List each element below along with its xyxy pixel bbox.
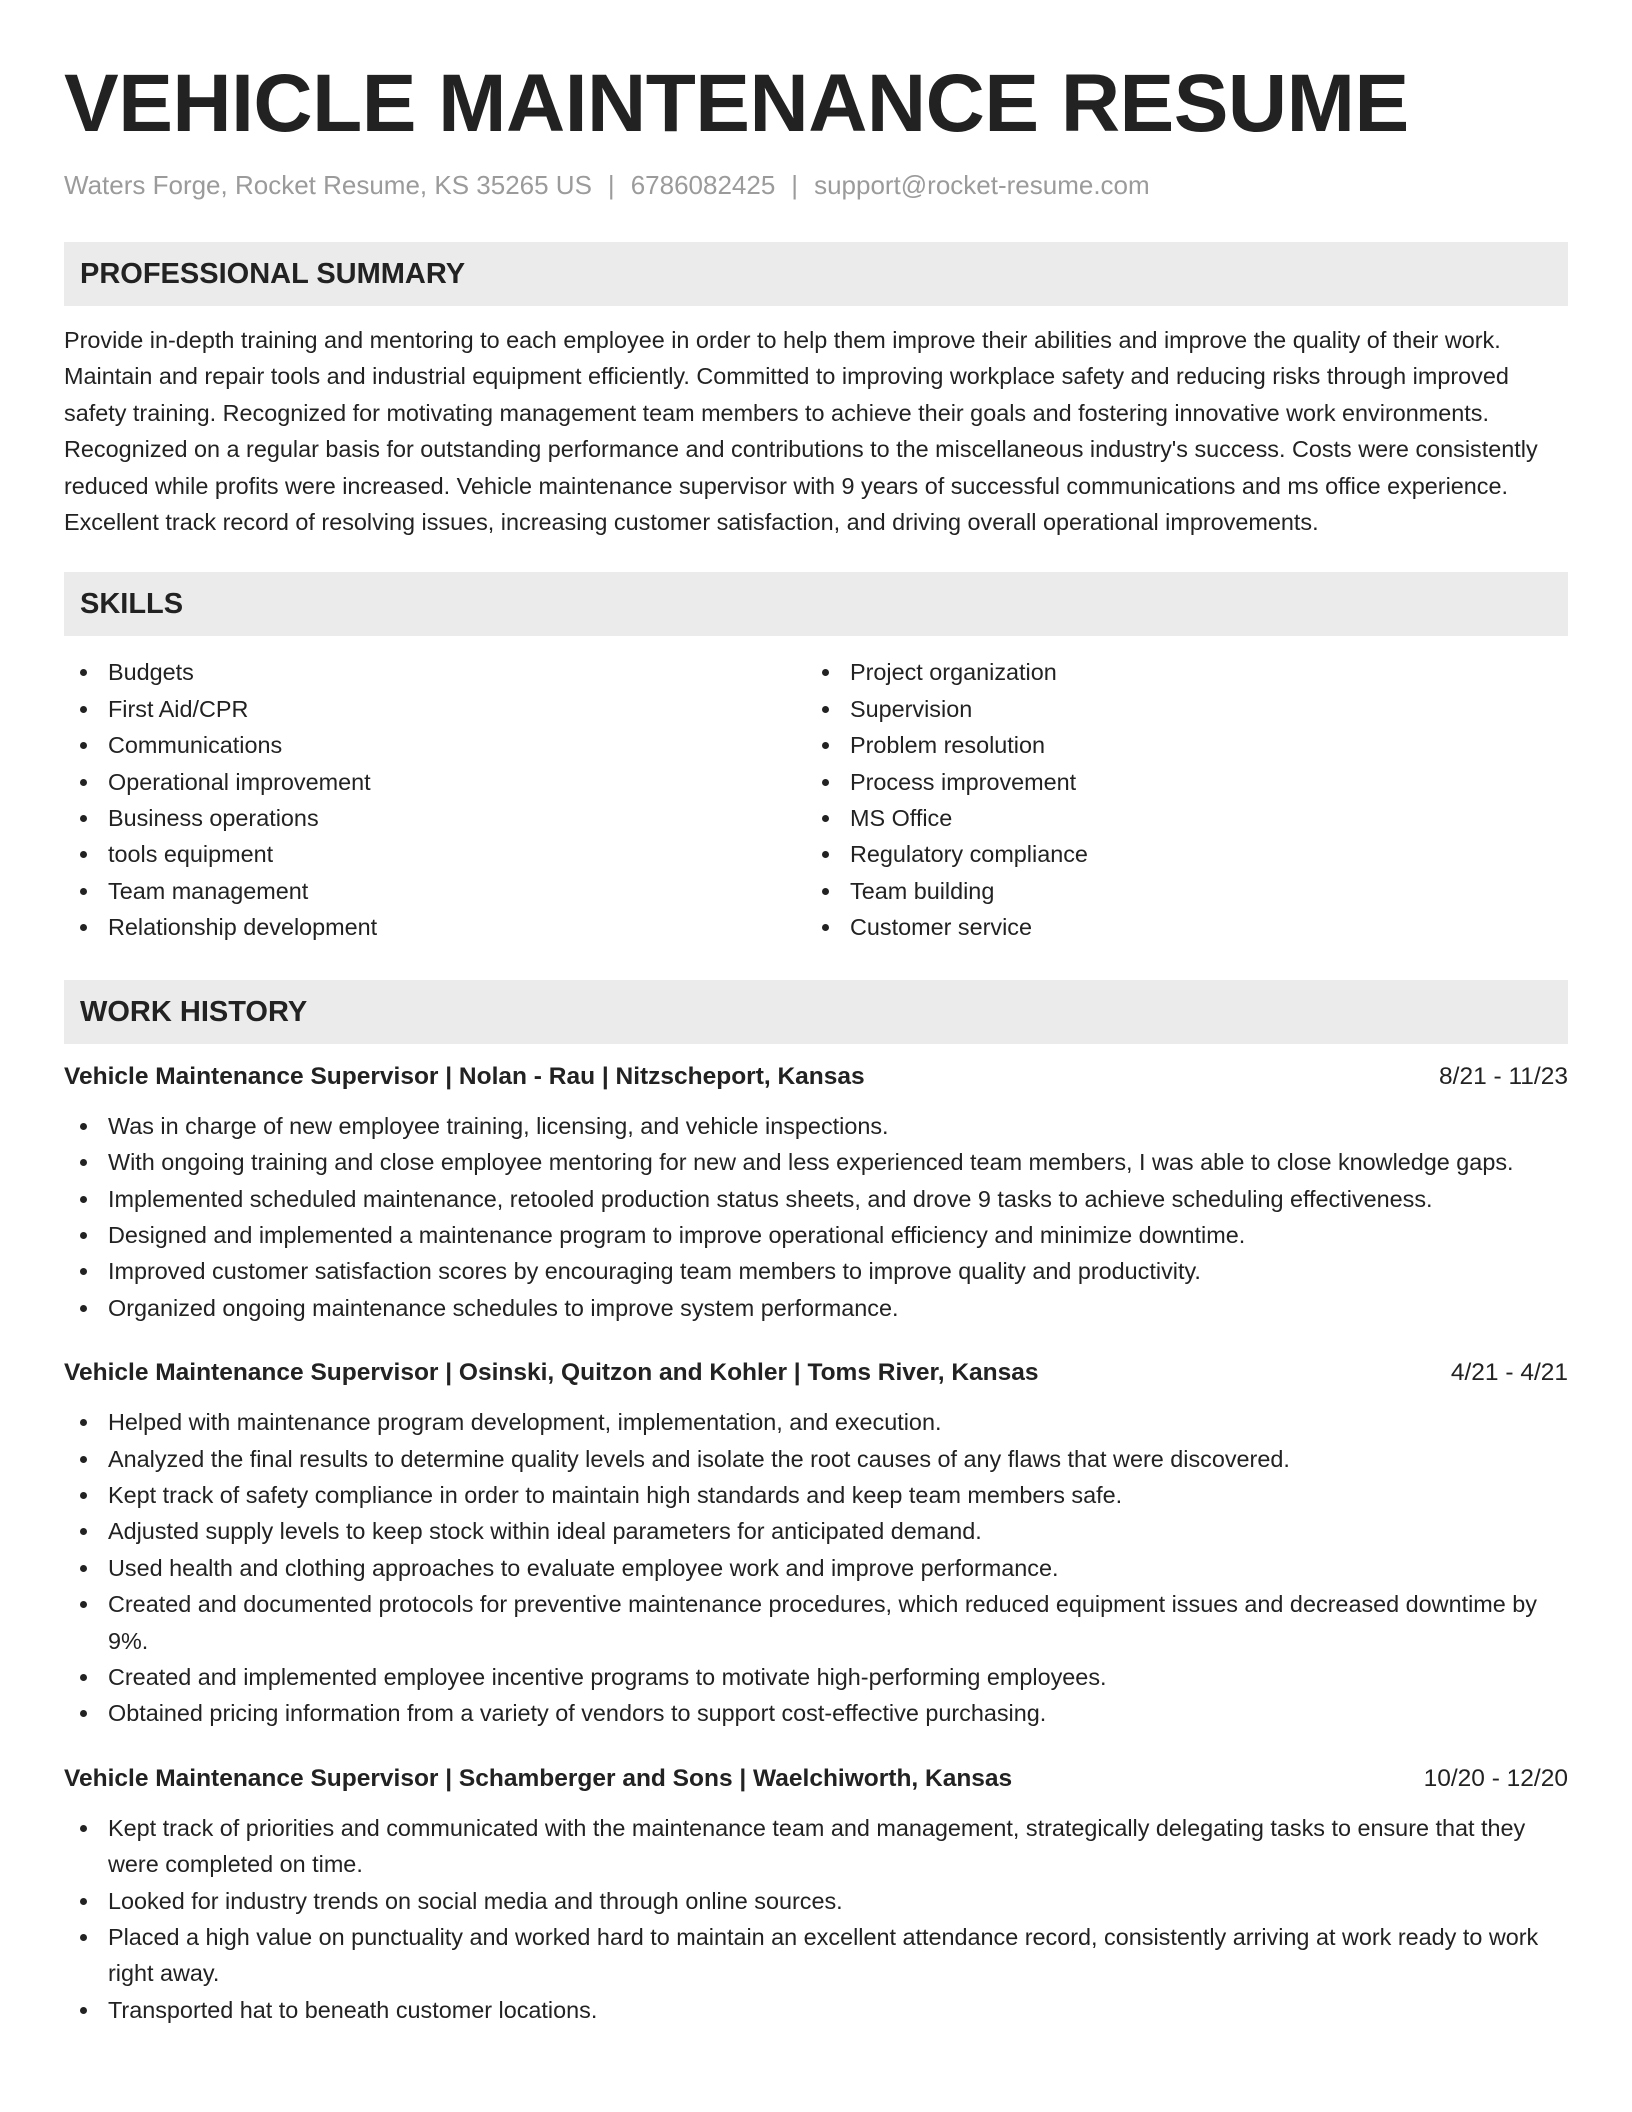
job-duty-item: Was in charge of new employee training, licensing, and vehicle inspections. [64, 1108, 1568, 1144]
job-dates: 4/21 - 4/21 [1450, 1359, 1568, 1387]
skill-item: Regulatory compliance [806, 836, 1548, 872]
job-duty-item: Transported hat to beneath customer locations. [64, 1992, 1568, 2028]
skill-item: First Aid/CPR [64, 691, 806, 727]
skill-item: tools equipment [64, 836, 806, 872]
job-duty-item: Used health and clothing approaches to evaluate employee work and improve performance. [64, 1550, 1568, 1586]
job-duty-item: Kept track of safety compliance in order to maintain high standards and keep team members safe. [64, 1477, 1568, 1513]
contact-phone: 6786082425 [630, 170, 776, 200]
skill-item: Process improvement [806, 764, 1548, 800]
skill-item: Team management [64, 873, 806, 909]
job-title: Vehicle Maintenance Supervisor | Schamberger and Sons | Waelchiworth, Kansas [64, 1764, 1013, 1792]
skill-item: Relationship development [64, 909, 806, 945]
skill-item: Team building [806, 873, 1548, 909]
job-duty-item: Helped with maintenance program development, implementation, and execution. [64, 1404, 1568, 1440]
job-duty-item: Kept track of priorities and communicated with the maintenance team and management, strategically delegating tasks to ensure that they were completed on time. [64, 1810, 1568, 1883]
job-duties [64, 1810, 1568, 2028]
professional-summary-text: Provide in-depth training and mentoring to each employee in order to help them improve their abilities and improve the quality of their work. Maintain and repair tools and industrial equipment efficiently. Committed to improving workplace safety and reducing risks through improved safety training. Recognized for motivating management team members to achieve their goals and fostering innovative work environments. Recognized on a regular basis for outstanding performance and contributions to the miscellaneous industry's success. Costs were consistently reduced while profits were increased. Vehicle maintenance supervisor with 9 years of successful communications and ms office experience. Excellent track record of resolving issues, increasing customer satisfaction, and driving overall operational improvements. [64, 327, 1538, 536]
job-title: Vehicle Maintenance Supervisor | Nolan - Rau | Nitzscheport, Kansas [64, 1062, 865, 1090]
job-title: Vehicle Maintenance Supervisor | Osinski, Quitzon and Kohler | Toms River, Kansas [64, 1359, 1039, 1387]
job-duty-item: Looked for industry trends on social media and through online sources. [64, 1883, 1568, 1919]
job-entry [64, 1060, 1568, 1326]
contact-email: support@rocket-resume.com [814, 170, 1150, 200]
contact-separator: | [791, 170, 799, 200]
job-duty-item: Implemented scheduled maintenance, retooled production status sheets, and drove 9 tasks to achieve scheduling effectiveness. [64, 1181, 1568, 1217]
skill-item: Operational improvement [64, 764, 806, 800]
section-header-work-history: WORK HISTORY [64, 980, 1568, 1044]
job-dates: 8/21 - 11/23 [1439, 1062, 1568, 1090]
job-duties [64, 1108, 1568, 1326]
job-dates: 10/20 - 12/20 [1423, 1764, 1568, 1792]
job-duty-item: With ongoing training and close employee mentoring for new and less experienced team members, I was able to close knowledge gaps. [64, 1144, 1568, 1180]
job-duty-item: Designed and implemented a maintenance program to improve operational efficiency and minimize downtime. [64, 1217, 1568, 1253]
skill-item: Business operations [64, 800, 806, 836]
job-duty-item: Created and documented protocols for preventive maintenance procedures, which reduced equipment issues and decreased downtime by 9%. [64, 1586, 1568, 1659]
job-duty-item: Organized ongoing maintenance schedules to improve system performance. [64, 1290, 1568, 1326]
section-header-professional-summary: PROFESSIONAL SUMMARY [64, 242, 1568, 306]
skills-list [64, 654, 1568, 945]
skill-item: Budgets [64, 654, 806, 690]
job-duty-item: Created and implemented employee incentive programs to motivate high-performing employees. [64, 1659, 1568, 1695]
resume-title: VEHICLE MAINTENANCE RESUME [64, 58, 1409, 149]
skill-item: MS Office [806, 800, 1548, 836]
contact-address: Waters Forge, Rocket Resume, KS 35265 US [64, 170, 592, 200]
skills-column-left [64, 654, 806, 945]
skills-column-right [806, 654, 1548, 945]
resume-page [64, 0, 1568, 2028]
job-duty-item: Placed a high value on punctuality and worked hard to maintain an excellent attendance record, consistently arriving at work ready to work right away. [64, 1919, 1568, 1992]
job-entry [64, 1356, 1568, 1732]
job-duty-item: Improved customer satisfaction scores by encouraging team members to improve quality and productivity. [64, 1253, 1568, 1289]
skill-item: Problem resolution [806, 727, 1548, 763]
job-duty-item: Analyzed the final results to determine quality levels and isolate the root causes of any flaws that were discovered. [64, 1441, 1568, 1477]
job-duty-item: Obtained pricing information from a variety of vendors to support cost-effective purchasing. [64, 1695, 1568, 1731]
skill-item: Customer service [806, 909, 1548, 945]
job-heading [64, 1356, 1568, 1390]
contact-line [64, 168, 1568, 202]
contact-separator: | [607, 170, 615, 200]
skill-item: Project organization [806, 654, 1548, 690]
section-header-skills: SKILLS [64, 572, 1568, 636]
job-heading [64, 1762, 1568, 1796]
skill-item: Communications [64, 727, 806, 763]
job-heading [64, 1060, 1568, 1094]
job-entry [64, 1762, 1568, 2028]
job-duties [64, 1404, 1568, 1732]
job-duty-item: Adjusted supply levels to keep stock within ideal parameters for anticipated demand. [64, 1513, 1568, 1549]
skill-item: Supervision [806, 691, 1548, 727]
